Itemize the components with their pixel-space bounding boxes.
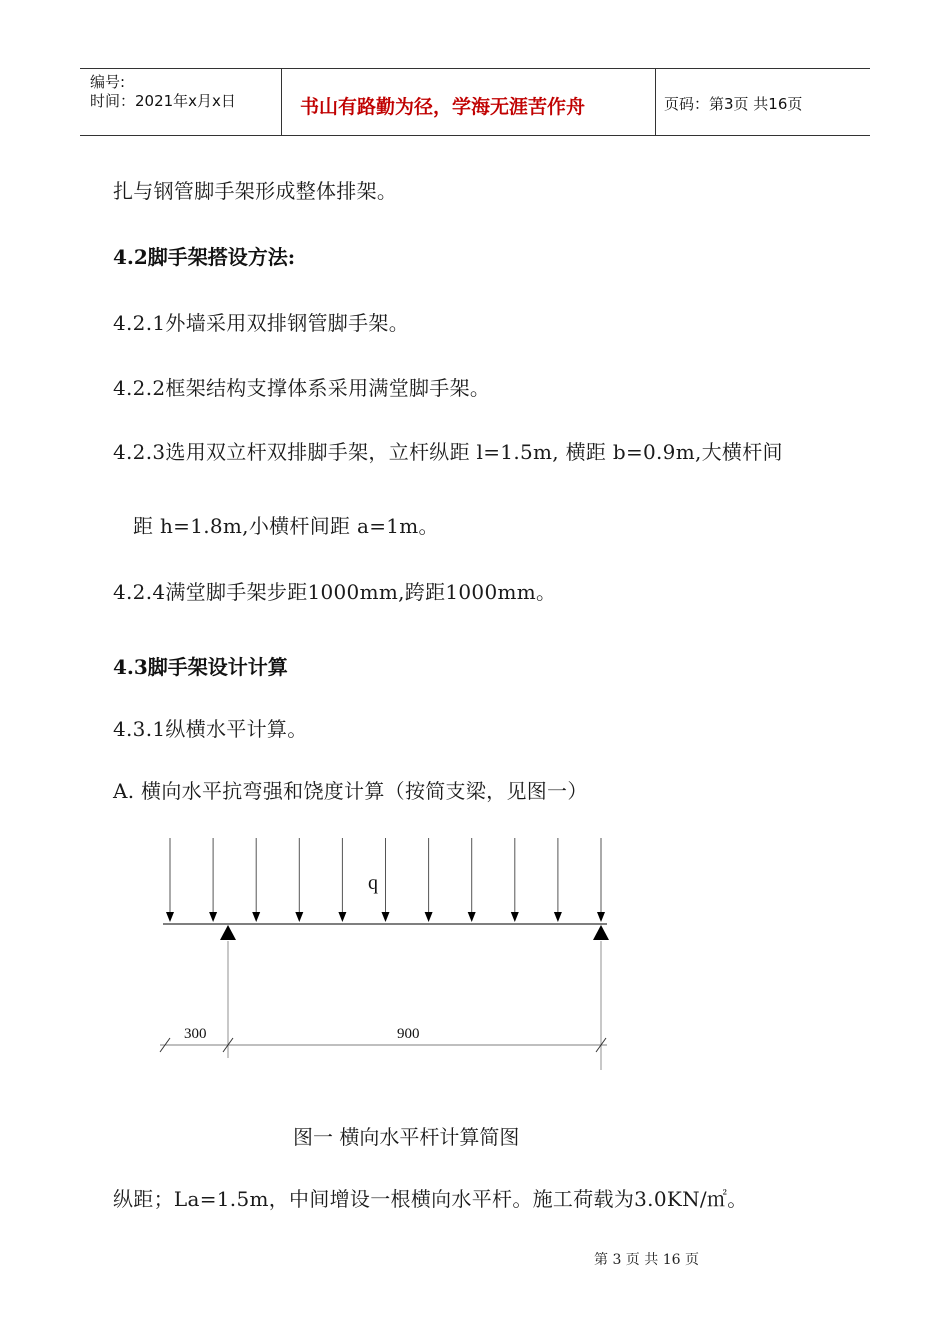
item-4-3-1: 4.3.1纵横水平计算。 [113,717,308,741]
item-4-2-3-line2: 距 h=1.8m,小横杆间距 a=1m。 [133,514,439,538]
dimension-label-300: 300 [184,1026,207,1042]
item-A: A. 横向水平抗弯强和饶度计算（按简支梁，见图一） [113,779,588,803]
heading-4-3: 4.3脚手架设计计算 [113,655,288,679]
dimension-label-900: 900 [397,1026,420,1042]
left-support [220,925,236,940]
header-time-label: 时间：2021年x月x日 [90,92,236,110]
header-page-label: 页码：第3页 共16页 [664,95,803,113]
item-4-2-2: 4.2.2框架结构支撑体系采用满堂脚手架。 [113,376,491,400]
load-arrow-head [166,912,174,922]
header-number-label: 编号: [90,73,126,91]
figure-caption: 图一 横向水平杆计算简图 [293,1125,520,1149]
load-arrow-head [597,912,605,922]
item-4-2-3-line1: 4.2.3选用双立杆双排脚手架，立杆纵距 l=1.5m, 横距 b=0.9m,大横杆间 [113,440,783,464]
right-support [593,925,609,940]
load-arrow-head [554,912,562,922]
paragraph-last-line: 纵距；La=1.5m，中间增设一根横向水平杆。施工荷载为3.0KN/㎡。 [113,1187,748,1211]
load-arrow-head [295,912,303,922]
load-arrow-head [425,912,433,922]
load-arrow-head [338,912,346,922]
load-arrow-head [511,912,519,922]
heading-4-2: 4.2脚手架搭设方法: [113,245,296,269]
load-arrow-head [209,912,217,922]
load-arrow-head [382,912,390,922]
load-arrow-head [252,912,260,922]
item-4-2-1: 4.2.1外墙采用双排钢管脚手架。 [113,311,409,335]
load-arrow-head [468,912,476,922]
load-arrows [166,838,605,922]
item-4-2-4: 4.2.4满堂脚手架步距1000mm,跨距1000mm。 [113,580,557,604]
page-footer: 第 3 页 共 16 页 [594,1252,699,1268]
load-label: q [368,872,378,894]
header-motto: 书山有路勤为径，学海无涯苦作舟 [300,96,586,118]
paragraph-line1: 扎与钢管脚手架形成整体排架。 [113,179,398,203]
